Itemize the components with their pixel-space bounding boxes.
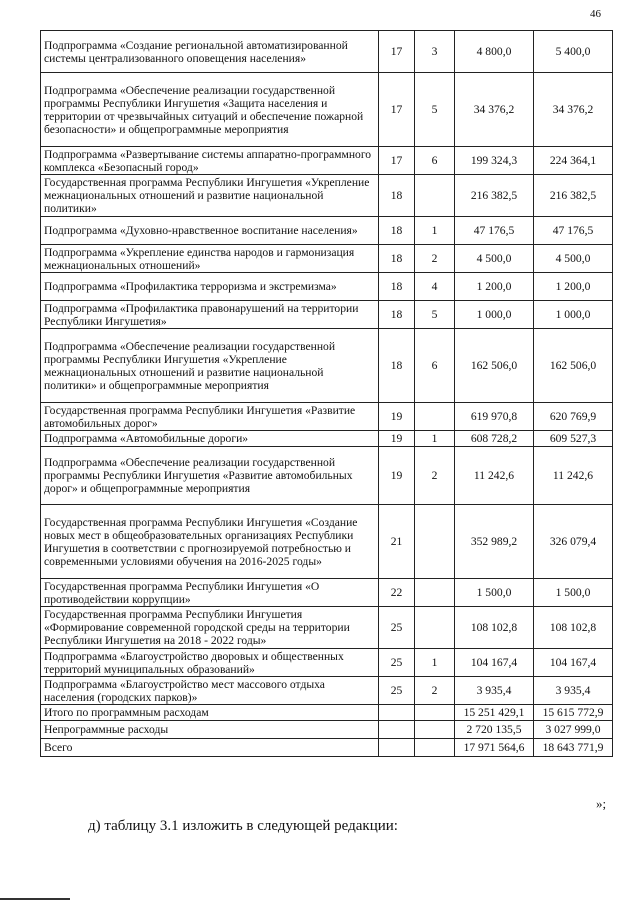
amount-year2-cell: 1 000,0 (534, 301, 613, 329)
table-row (41, 31, 613, 73)
subprogram-code-cell: 2 (415, 245, 455, 273)
amount-year1-cell: 11 242,6 (455, 447, 534, 505)
page-number: 46 (590, 8, 601, 20)
subprogram-code-cell: 1 (415, 217, 455, 245)
amount-year1-cell: 47 176,5 (455, 217, 534, 245)
table-row (41, 73, 613, 147)
program-code-cell: 19 (379, 447, 415, 505)
table-row (41, 329, 613, 403)
program-name-cell: Подпрограмма «Развертывание системы аппаратно-программного комплекса «Безопасный город» (41, 147, 379, 175)
program-name-cell: Подпрограмма «Духовно-нравственное воспитание населения» (41, 217, 379, 245)
subprogram-code-cell: 6 (415, 147, 455, 175)
amount-year2-cell: 3 935,4 (534, 677, 613, 705)
amount-year2-cell: 224 364,1 (534, 147, 613, 175)
program-name-cell: Подпрограмма «Укрепление единства народов и гармонизация межнациональных отношений» (41, 245, 379, 273)
amount-year1-cell: 352 989,2 (455, 505, 534, 579)
program-name-cell: Государственная программа Республики Ингушетия «Развитие автомобильных дорог» (41, 403, 379, 431)
program-name-cell: Итого по программным расходам (41, 705, 379, 721)
amount-year2-cell: 47 176,5 (534, 217, 613, 245)
table-row (41, 505, 613, 579)
subprogram-code-cell: 4 (415, 273, 455, 301)
program-name-cell: Подпрограмма «Благоустройство дворовых и общественных территорий муниципальных образований» (41, 649, 379, 677)
program-code-cell: 19 (379, 431, 415, 447)
amount-year2-cell: 620 769,9 (534, 403, 613, 431)
table-row (41, 273, 613, 301)
amendment-instruction: д) таблицу 3.1 изложить в следующей редакции: (88, 818, 398, 834)
subprogram-code-cell (415, 721, 455, 739)
program-code-cell: 25 (379, 607, 415, 649)
table-row (41, 721, 613, 739)
program-code-cell: 18 (379, 329, 415, 403)
closing-quote: »; (596, 796, 607, 811)
program-code-cell: 22 (379, 579, 415, 607)
amount-year1-cell: 608 728,2 (455, 431, 534, 447)
amount-year1-cell: 15 251 429,1 (455, 705, 534, 721)
program-name-cell: Подпрограмма «Благоустройство мест массового отдыха населения (городских парков)» (41, 677, 379, 705)
amount-year1-cell: 17 971 564,6 (455, 739, 534, 757)
table-row (41, 579, 613, 607)
subprogram-code-cell: 1 (415, 431, 455, 447)
table-row (41, 705, 613, 721)
program-code-cell: 18 (379, 245, 415, 273)
table-row (41, 175, 613, 217)
program-name-cell: Государственная программа Республики Ингушетия «Формирование современной городской среды на территории Республики Ингушетия на 2018 - 2022 годы» (41, 607, 379, 649)
amount-year2-cell: 5 400,0 (534, 31, 613, 73)
amount-year1-cell: 199 324,3 (455, 147, 534, 175)
amount-year1-cell: 4 500,0 (455, 245, 534, 273)
program-name-cell: Подпрограмма «Обеспечение реализации государственной программы Республики Ингушетия «Укрепление межнациональных отношений и развитие национальной политики» и общепрограммные мероприятия (41, 329, 379, 403)
amount-year1-cell: 162 506,0 (455, 329, 534, 403)
subprogram-code-cell (415, 505, 455, 579)
program-code-cell (379, 705, 415, 721)
program-code-cell: 17 (379, 73, 415, 147)
amount-year2-cell: 4 500,0 (534, 245, 613, 273)
table-row (41, 447, 613, 505)
subprogram-code-cell: 2 (415, 447, 455, 505)
table-row (41, 245, 613, 273)
program-name-cell: Подпрограмма «Профилактика терроризма и экстремизма» (41, 273, 379, 301)
subprogram-code-cell (415, 739, 455, 757)
budget-table-body (41, 31, 613, 757)
amount-year1-cell: 104 167,4 (455, 649, 534, 677)
table-row (41, 607, 613, 649)
program-name-cell: Непрограммные расходы (41, 721, 379, 739)
amount-year2-cell: 15 615 772,9 (534, 705, 613, 721)
program-name-cell: Государственная программа Республики Ингушетия «О противодействии коррупции» (41, 579, 379, 607)
subprogram-code-cell (415, 705, 455, 721)
table-row (41, 739, 613, 757)
budget-table (40, 30, 613, 757)
program-name-cell: Государственная программа Республики Ингушетия «Создание новых мест в общеобразовательных организациях Республики Ингушетия в соответствии с прогнозируемой потребностью и современными условиями обучения на 2016-2025 годы» (41, 505, 379, 579)
amount-year2-cell: 1 500,0 (534, 579, 613, 607)
subprogram-code-cell: 6 (415, 329, 455, 403)
amount-year2-cell: 609 527,3 (534, 431, 613, 447)
amount-year2-cell: 162 506,0 (534, 329, 613, 403)
amount-year2-cell: 1 200,0 (534, 273, 613, 301)
table-row (41, 301, 613, 329)
program-code-cell: 19 (379, 403, 415, 431)
table-row (41, 217, 613, 245)
program-code-cell: 18 (379, 273, 415, 301)
amount-year2-cell: 18 643 771,9 (534, 739, 613, 757)
amount-year2-cell: 108 102,8 (534, 607, 613, 649)
program-name-cell: Всего (41, 739, 379, 757)
program-code-cell: 25 (379, 677, 415, 705)
amount-year2-cell: 34 376,2 (534, 73, 613, 147)
program-code-cell: 18 (379, 175, 415, 217)
amount-year1-cell: 1 500,0 (455, 579, 534, 607)
subprogram-code-cell: 3 (415, 31, 455, 73)
table-row (41, 649, 613, 677)
program-code-cell: 17 (379, 31, 415, 73)
program-name-cell: Подпрограмма «Профилактика правонарушений на территории Республики Ингушетия» (41, 301, 379, 329)
subprogram-code-cell: 5 (415, 73, 455, 147)
program-code-cell: 18 (379, 301, 415, 329)
amount-year2-cell: 3 027 999,0 (534, 721, 613, 739)
program-code-cell: 21 (379, 505, 415, 579)
subprogram-code-cell (415, 403, 455, 431)
program-name-cell: Подпрограмма «Обеспечение реализации государственной программы Республики Ингушетия «Развитие автомобильных дорог» и общепрограммные мероприятия (41, 447, 379, 505)
program-name-cell: Подпрограмма «Создание региональной автоматизированной системы централизованного оповещения населения» (41, 31, 379, 73)
amount-year1-cell: 108 102,8 (455, 607, 534, 649)
table-row (41, 431, 613, 447)
program-name-cell: Подпрограмма «Обеспечение реализации государственной программы Республики Ингушетия «Защита населения и территории от чрезвычайных ситуаций и обеспечение пожарной безопасности» и общепрограммные мероприятия (41, 73, 379, 147)
amount-year2-cell: 11 242,6 (534, 447, 613, 505)
amount-year1-cell: 1 200,0 (455, 273, 534, 301)
program-code-cell: 18 (379, 217, 415, 245)
program-code-cell (379, 739, 415, 757)
amount-year2-cell: 104 167,4 (534, 649, 613, 677)
subprogram-code-cell: 5 (415, 301, 455, 329)
amount-year1-cell: 216 382,5 (455, 175, 534, 217)
subprogram-code-cell: 2 (415, 677, 455, 705)
amount-year1-cell: 4 800,0 (455, 31, 534, 73)
subprogram-code-cell (415, 607, 455, 649)
program-code-cell: 17 (379, 147, 415, 175)
amount-year1-cell: 34 376,2 (455, 73, 534, 147)
amount-year1-cell: 2 720 135,5 (455, 721, 534, 739)
program-name-cell: Государственная программа Республики Ингушетия «Укрепление межнациональных отношений и развитие национальной политики» (41, 175, 379, 217)
amount-year1-cell: 1 000,0 (455, 301, 534, 329)
amount-year2-cell: 326 079,4 (534, 505, 613, 579)
table-row (41, 403, 613, 431)
amount-year2-cell: 216 382,5 (534, 175, 613, 217)
table-row (41, 677, 613, 705)
scan-artifact-line (0, 898, 70, 900)
table-row (41, 147, 613, 175)
program-code-cell (379, 721, 415, 739)
program-name-cell: Подпрограмма «Автомобильные дороги» (41, 431, 379, 447)
amount-year1-cell: 619 970,8 (455, 403, 534, 431)
subprogram-code-cell: 1 (415, 649, 455, 677)
subprogram-code-cell (415, 579, 455, 607)
subprogram-code-cell (415, 175, 455, 217)
program-code-cell: 25 (379, 649, 415, 677)
amount-year1-cell: 3 935,4 (455, 677, 534, 705)
